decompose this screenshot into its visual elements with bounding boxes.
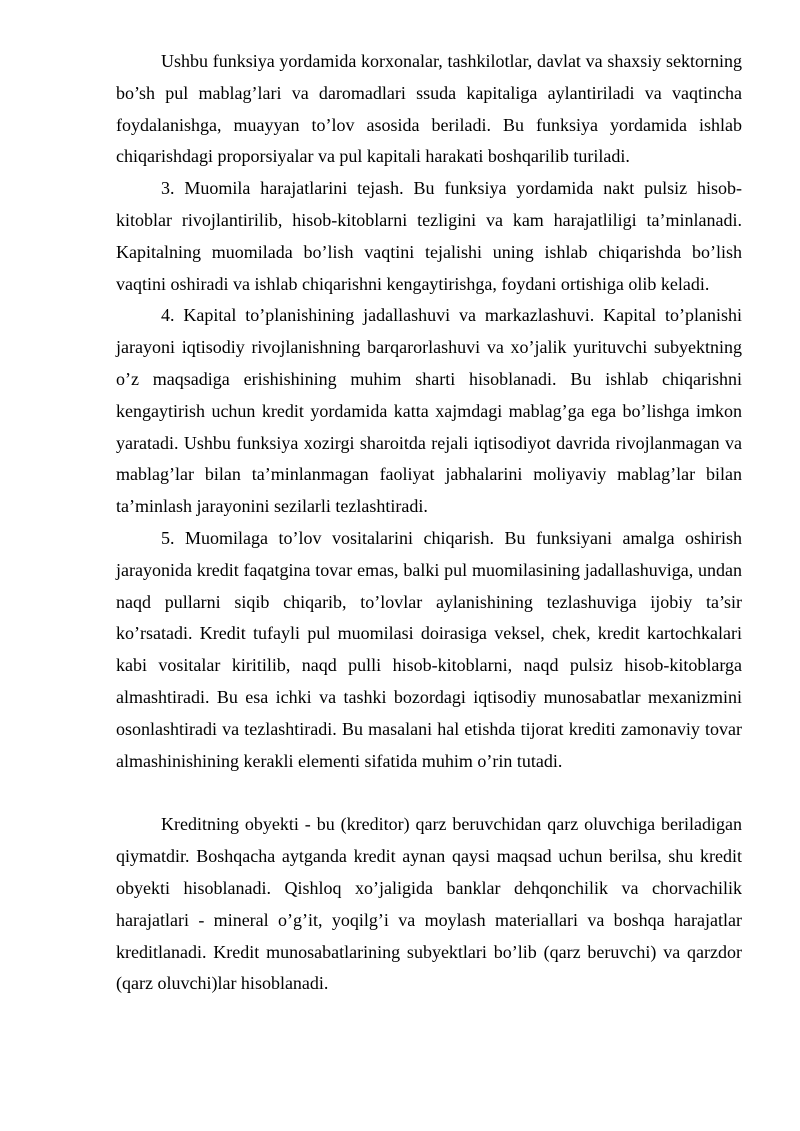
document-page <box>116 46 742 1000</box>
paragraph-loan-capital: Ushbu funksiya yordamida korxonalar, tashkilotlar, davlat va shaxsiy sektorning bo’sh pul mablag’lari va daromadlari ssuda kapitaliga aylantiriladi va vaqtincha foydalanishga, muayyan to’lov asosida beriladi. Bu funksiya yordamida ishlab chiqarishdagi proporsiyalar va pul kapitali harakati boshqarilib turiladi. <box>116 51 742 167</box>
paragraph-payment-instruments: 5. Muomilaga to’lov vositalarini chiqarish. Bu funksiyani amalga oshirish jarayonida kredit faqatgina tovar emas, balki pul muomilasining jadallashuviga, undan naqd pullarni siqib chiqarib, to’lovlar aylanishining tezlashuviga ijobiy ta’sir ko’rsatadi. Kredit tufayli pul muomilasi doirasiga veksel, chek, kredit kartochkalari kabi vositalar kiritilib, naqd pulli hisob-kitoblarni, naqd pulsiz hisob-kitoblarga almashtiradi. Bu esa ichki va tashki bozordagi iqtisodiy munosabatlar mexanizmini osonlashtiradi va tezlashtiradi. Bu masalani hal etishda tijorat krediti zamonaviy tovar almashinishining kerakli elementi sifatida muhim o’rin tutadi. <box>116 527 742 771</box>
paragraph-spacer <box>116 777 742 809</box>
paragraph-capital-accumulation: 4. Kapital to’planishining jadallashuvi va markazlashuvi. Kapital to’planishi jarayoni iqtisodiy rivojlanishning barqarorlashuvi va xo’jalik yurituvchi subyektning o’z maqsadiga erishishining muhim sharti hisoblanadi. Bu ishlab chiqarishni kengaytirish uchun kredit yordamida katta xajmdagi mablag’ga ega bo’lishga imkon yaratadi. Ushbu funksiya xozirgi sharoitda rejali iqtisodiyot davrida rivojlanmagan va mablag’lar bilan ta’minlanmagan faoliyat jabhalarini moliyaviy mablag’lar bilan ta’minlash jarayonini sezilarli tezlashtiradi. <box>116 305 742 517</box>
paragraph-credit-object: Kreditning obyekti - bu (kreditor) qarz beruvchidan qarz oluvchiga beriladigan qiymatdir. Boshqacha aytganda kredit aynan qaysi maqsad uchun berilsa, shu kredit obyekti hisoblanadi. Qishloq xo’jaligida banklar dehqonchilik va chorvachilik harajatlari - mineral o’g’it, yoqilg’i va moylash materiallari va boshqa harajatlar kreditlanadi. Kredit munosabatlarining subyektlari bo’lib (qarz beruvchi) va qarzdor (qarz oluvchi)lar hisoblanadi. <box>116 814 742 994</box>
paragraph-circulation-costs: 3. Muomila harajatlarini tejash. Bu funksiya yordamida nakt pulsiz hisob-kitoblar rivojlantirilib, hisob-kitoblarni tezligini va kam harajatliligi ta’minlanadi. Kapitalning muomilada bo’lish vaqtini tejalishi uning ishlab chiqarishda bo’lish vaqtini oshiradi va ishlab chiqarishni kengaytirishga, foydani ortishiga olib keladi. <box>116 178 742 294</box>
